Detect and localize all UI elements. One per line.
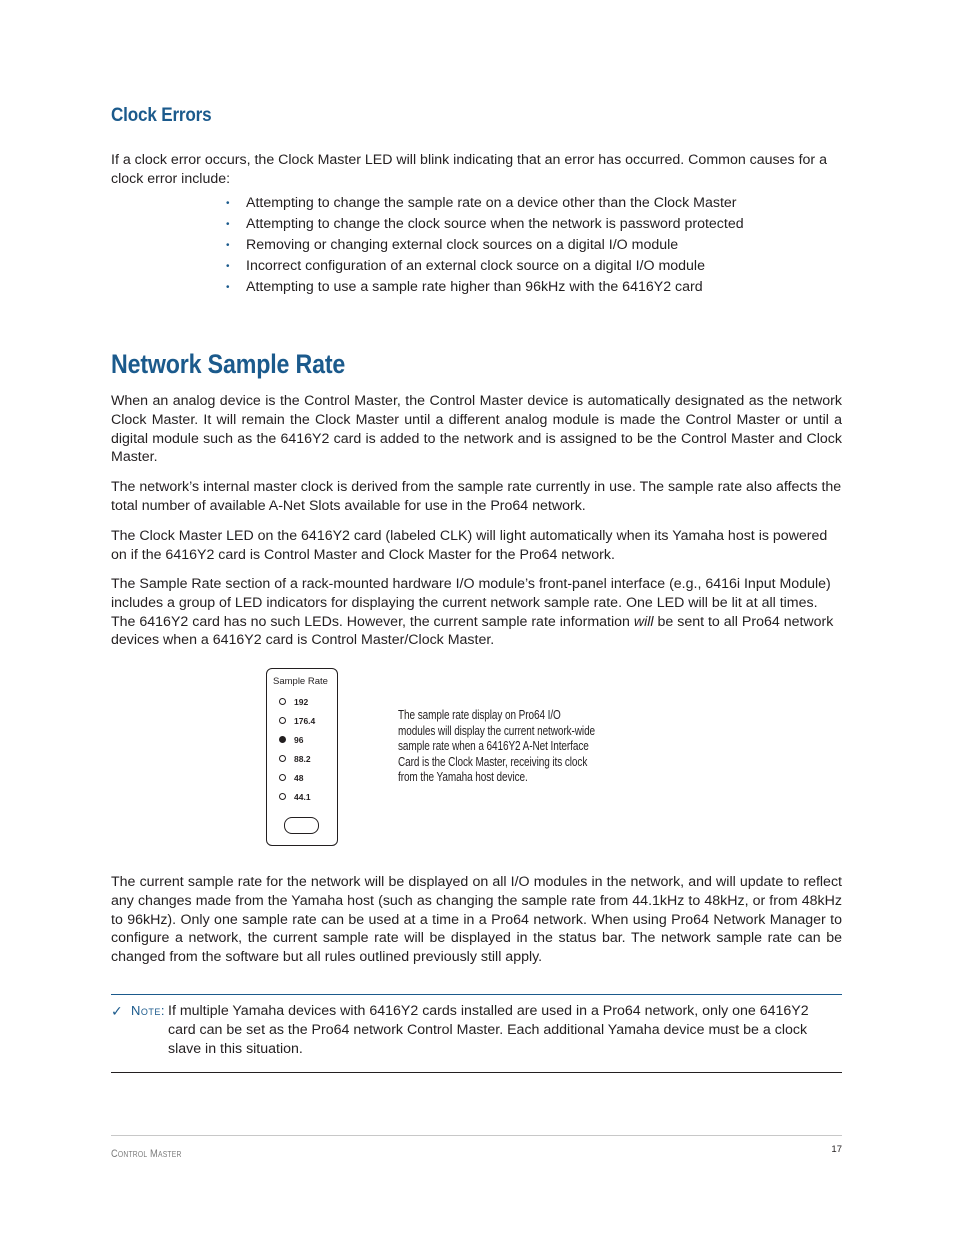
section-heading-network-sample-rate: Network Sample Rate — [111, 349, 346, 379]
clock-errors-intro: If a clock error occurs, the Clock Master LED will blink indicating that an error has occurred. Common causes for a clock error include: — [111, 152, 827, 187]
led-indicator-icon — [279, 755, 286, 762]
note-label: Note: — [131, 1003, 166, 1018]
list-item: • Attempting to change the sample rate on a device other than the Clock Master — [226, 193, 846, 214]
bullet-icon: • — [226, 261, 230, 272]
rate-row: 176.4 — [279, 715, 315, 727]
panel-title: Sample Rate — [273, 676, 328, 687]
figure-caption: The sample rate display on Pro64 I/O modules will display the current network-wide sample rate when a 6416Y2 A-Net Interface Card is the Clock Master, receiving its clock from the Yamaha host device. — [398, 708, 596, 785]
bullet-icon: • — [226, 198, 230, 209]
paragraph-internal-master-clock: The network’s internal master clock is derived from the sample rate currently in use. The sample rate also affects the total number of available A-Net Slots available for use in the Pro64 network. — [111, 479, 842, 514]
rate-row: 192 — [279, 696, 308, 708]
bullet-icon: • — [226, 240, 230, 251]
sample-rate-panel-illustration — [266, 668, 338, 846]
list-item: • Attempting to change the clock source when the network is password protected — [226, 214, 846, 235]
note-text: If multiple Yamaha devices with 6416Y2 cards installed are used in a Pro64 network, only one 6416Y2 card can be set as the Pro64 network Control Master. Each additional Yamaha device must be a clock slave in this situation. — [168, 1003, 809, 1057]
note-top-divider — [111, 994, 842, 995]
clock-error-causes-list — [226, 193, 846, 298]
led-indicator-lit-icon — [279, 736, 286, 743]
panel-button-illustration — [284, 817, 319, 834]
page-number: 17 — [831, 1144, 842, 1155]
led-indicator-icon — [279, 717, 286, 724]
paragraph-sample-rate-section: The Sample Rate section of a rack-mounted hardware I/O module’s front-panel interface (e.g., 6416i Input Module) includes a group of LED indicators for displaying the current network sample rate. One LED will be lit at all times. The 6416Y2 card has no such LEDs. However, the current sample rate information will be sent to all Pro64 network devices when a 6416Y2 card is Control Master/Clock Master. — [111, 576, 834, 649]
bullet-icon: • — [226, 219, 230, 230]
bullet-icon: • — [226, 282, 230, 293]
checkmark-icon: ✓ — [111, 1003, 123, 1019]
led-indicator-icon — [279, 793, 286, 800]
note-bottom-divider — [111, 1072, 842, 1073]
emphasis-will: will — [633, 613, 654, 630]
paragraph-clock-master-led: The Clock Master LED on the 6416Y2 card (labeled CLK) will light automatically when its Yamaha host is powered on if the 6416Y2 card is Control Master and Clock Master for the Pro64 network. — [111, 528, 828, 563]
led-indicator-icon — [279, 698, 286, 705]
list-item: • Removing or changing external clock sources on a digital I/O module — [226, 235, 846, 256]
led-indicator-icon — [279, 774, 286, 781]
list-item: • Incorrect configuration of an external clock source on a digital I/O module — [226, 256, 846, 277]
paragraph-analog-control-master: When an analog device is the Control Master, the Control Master device is automatically designated as the network Clock Master. It will remain the Clock Master until a different analog module is made the Control Master or until a digital module such as the 6416Y2 card is added to the network and is assigned to be the Control Master and Clock Master. — [111, 393, 842, 466]
paragraph-current-sample-rate: The current sample rate for the network will be displayed on all I/O modules in the network, and will update to reflect any changes made from the Yamaha host (such as changing the sample rate from 44.1kHz to 48kHz, or from 48kHz to 96kHz). Only one sample rate can be used at a time in a Pro64 network. When using Pro64 Network Manager to configure a network, the current sample rate will be displayed in the status bar. The network sample rate can be changed from the software but all rules outlined previously still apply. — [111, 874, 842, 966]
rate-row: 88.2 — [279, 753, 311, 765]
rate-row: 48 — [279, 772, 303, 784]
list-item: • Attempting to use a sample rate higher than 96kHz with the 6416Y2 card — [226, 277, 846, 298]
rate-row: 44.1 — [279, 791, 311, 803]
footer-section-title: Control Master — [111, 1148, 182, 1160]
rate-row: 96 — [279, 734, 303, 746]
section-heading-clock-errors: Clock Errors — [111, 105, 212, 126]
footer-divider — [111, 1135, 842, 1136]
